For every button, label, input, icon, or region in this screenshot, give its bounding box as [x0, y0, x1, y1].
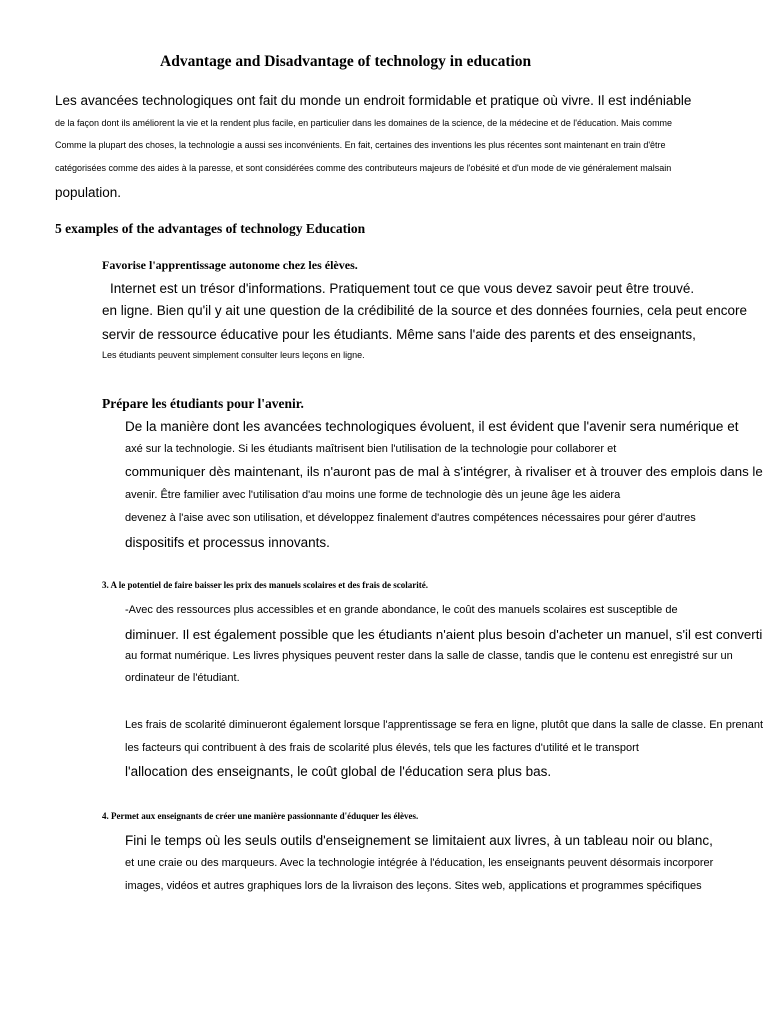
paragraph-line: Fini le temps où les seuls outils d'enseignement se limitaient aux livres, à un tableau noir ou blanc,: [125, 833, 713, 848]
subsection-heading: Prépare les étudiants pour l'avenir.: [102, 396, 304, 411]
paragraph-line: l'allocation des enseignants, le coût global de l'éducation sera plus bas.: [125, 764, 552, 779]
paragraph-line: axé sur la technologie. Si les étudiants maîtrisent bien l'utilisation de la technologie pour collaborer et: [125, 443, 617, 455]
paragraph-line: servir de ressource éducative pour les étudiants. Même sans l'aide des parents et des enseignants,: [102, 327, 696, 342]
paragraph-line: dispositifs et processus innovants.: [125, 535, 330, 550]
intro-line: population.: [55, 185, 122, 200]
document-title: Advantage and Disadvantage of technology in education: [160, 53, 532, 70]
subsection-heading: 3. A le potentiel de faire baisser les prix des manuels scolaires et des frais de scolarité.: [102, 580, 428, 590]
paragraph-line: Les étudiants peuvent simplement consulter leurs leçons en ligne.: [102, 350, 365, 360]
intro-line: catégorisées comme des aides à la paresse, et sont considérées comme des contributeurs majeurs de l'obésité et d'un mode de vie généralement malsain: [55, 163, 672, 173]
paragraph-line: diminuer. Il est également possible que les étudiants n'aient plus besoin d'acheter un manuel, s'il est converti: [125, 627, 763, 642]
paragraph-line: avenir. Être familier avec l'utilisation d'au moins une forme de technologie dès un jeune âge les aidera: [125, 489, 621, 501]
paragraph-line: communiquer dès maintenant, ils n'auront pas de mal à s'intégrer, à rivaliser et à trouver des emplois dans le: [125, 464, 763, 479]
paragraph-line: devenez à l'aise avec son utilisation, et développez finalement d'autres compétences nécessaires pour gérer d'autres: [125, 512, 696, 524]
paragraph-line: Internet est un trésor d'informations. Pratiquement tout ce que vous devez savoir peut être trouvé.: [110, 281, 695, 296]
paragraph-line: Les frais de scolarité diminueront également lorsque l'apprentissage se fera en ligne, plutôt que dans la salle de classe. En prenant: [125, 719, 764, 731]
intro-line: de la façon dont ils améliorent la vie et la rendent plus facile, en particulier dans les domaines de la science, de la médecine et de l'éducation. Mais comme: [55, 118, 673, 128]
subsection-heading: 4. Permet aux enseignants de créer une manière passionnante d'éduquer les élèves.: [102, 811, 419, 821]
paragraph-line: -Avec des ressources plus accessibles et en grande abondance, le coût des manuels scolaires est susceptible de: [125, 604, 678, 616]
section-heading: 5 examples of the advantages of technology Education: [55, 221, 366, 236]
paragraph-line: et une craie ou des marqueurs. Avec la technologie intégrée à l'éducation, les enseignants peuvent désormais incorporer: [125, 857, 714, 869]
paragraph-line: les facteurs qui contribuent à des frais de scolarité plus élevés, tels que les factures d'utilité et le transport: [125, 742, 639, 754]
paragraph-line: images, vidéos et autres graphiques lors de la livraison des leçons. Sites web, applications et programmes spécifiques: [125, 880, 702, 892]
intro-line: Les avancées technologiques ont fait du monde un endroit formidable et pratique où vivre. Il est indéniable: [55, 93, 692, 108]
paragraph-line: en ligne. Bien qu'il y ait une question de la crédibilité de la source et des données fournies, cela peut encore: [102, 303, 748, 318]
paragraph-line: ordinateur de l'étudiant.: [125, 672, 240, 684]
paragraph-line: au format numérique. Les livres physiques peuvent rester dans la salle de classe, tandis que le contenu est enregistré sur un: [125, 650, 733, 662]
intro-line: Comme la plupart des choses, la technologie a aussi ses inconvénients. En fait, certaines des inventions les plus récentes sont maintenant en train d'être: [55, 140, 666, 150]
subsection-heading: Favorise l'apprentissage autonome chez les élèves.: [102, 258, 358, 272]
paragraph-line: De la manière dont les avancées technologiques évoluent, il est évident que l'avenir sera numérique et: [125, 419, 739, 434]
